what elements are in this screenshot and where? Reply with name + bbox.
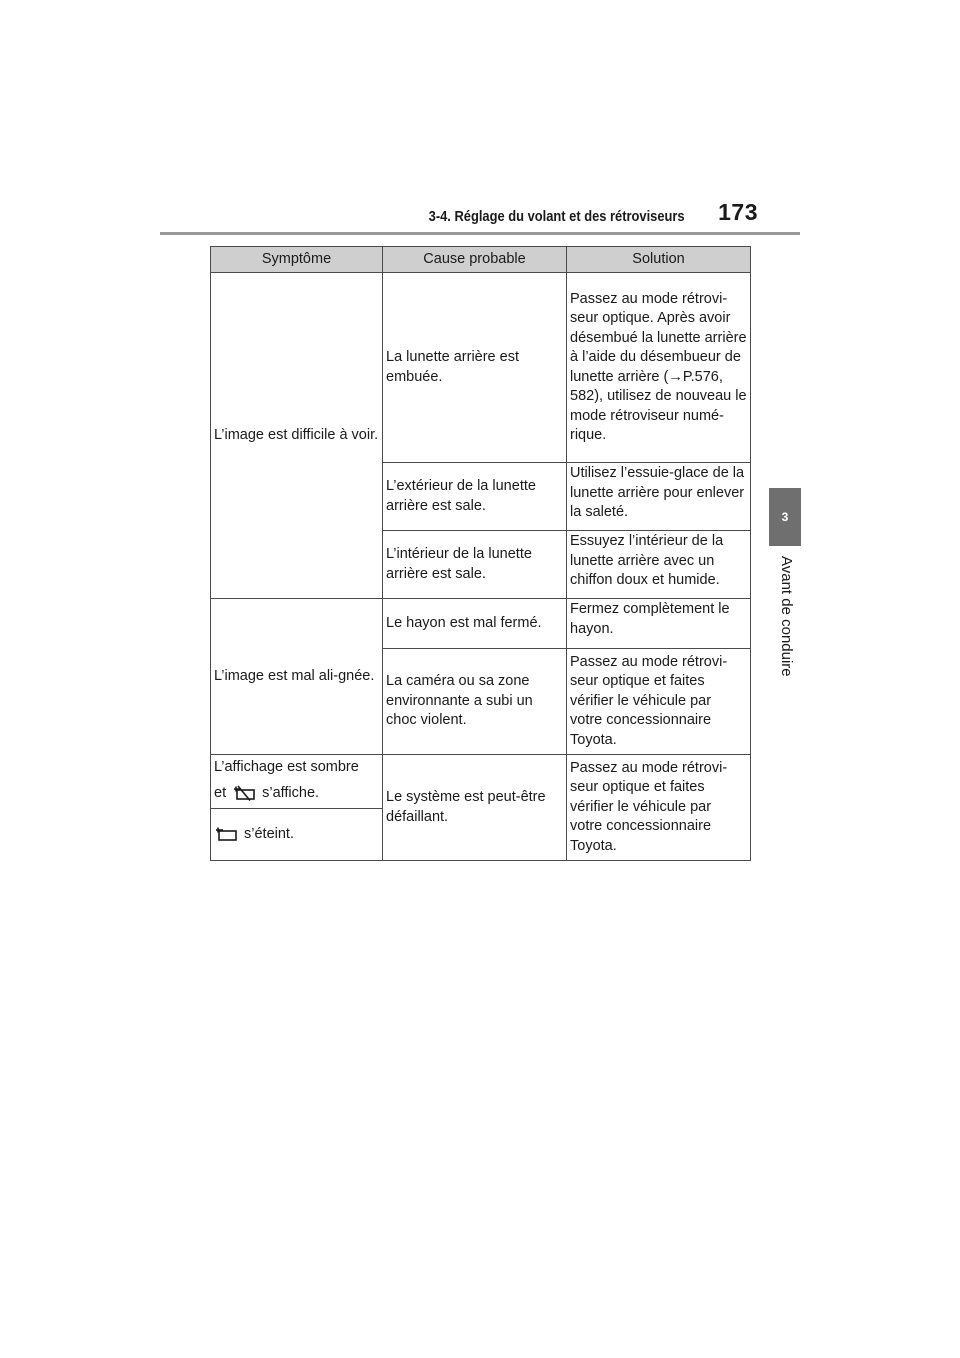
cause-text: L’extérieur de la lunette arrière est sale. [386,478,536,514]
symptom-text: L’image est difficile à voir. [214,426,379,443]
column-header-cause: Cause probable [383,247,567,273]
camera-mirror-slash-icon [232,785,256,801]
solution-cell [567,531,751,599]
solution-text: Utilisez l’essuie-glace de la lunette arrière pour enlever la saleté. [570,465,745,520]
page-header [160,200,800,235]
solution-text: Fermez complètement le hayon. [570,601,730,637]
symptom-icon-line [214,825,379,845]
cause-cell [383,649,567,755]
chapter-tab [769,488,801,546]
symptom-text: L’affichage est sombre [214,759,359,775]
chapter-label-text: Avant de conduire [778,556,795,677]
column-header-solution: Solution [567,247,751,273]
chapter-number: 3 [781,510,789,524]
symptom-icon-line [214,784,379,804]
camera-mirror-icon [214,826,238,842]
solution-cell [567,463,751,531]
cause-text: L’intérieur de la lunette arrière est sale. [386,546,532,582]
table-row [211,599,751,649]
cause-cell [383,273,567,463]
column-header-symptom: Symptôme [211,247,383,273]
symptom-text: L’image est mal ali-gnée. [214,667,375,684]
page-number: 173 [718,199,758,225]
solution-cell [567,273,751,463]
cause-cell [383,599,567,649]
solution-text: Passez au mode rétrovi-seur optique et faites vérifier le véhicule par votre concessionnaire Toyota. [570,653,728,748]
symptom-cell [211,273,383,599]
section-title: 3-4. Réglage du volant et des rétroviseurs [429,208,685,225]
solution-text: Essuyez l’intérieur de la lunette arrière avec un chiffon doux et humide. [570,533,724,588]
cause-text: La caméra ou sa zone environnante a subi un choc violent. [386,673,533,729]
symptom-suffix: s’éteint. [244,825,294,842]
table-header-row [211,247,751,273]
chapter-label [778,556,794,696]
cause-cell [383,755,567,861]
table-row [211,273,751,463]
solution-cell [567,599,751,649]
symptom-cell [211,809,383,861]
cause-text: Le hayon est mal fermé. [386,614,542,631]
cause-cell [383,531,567,599]
symptom-prefix: et [214,784,227,801]
symptom-suffix: s’affiche. [262,784,320,801]
solution-cell [567,755,751,861]
header-divider [160,232,800,235]
cause-cell [383,463,567,531]
table-row [211,755,751,809]
troubleshooting-table [210,246,751,861]
solution-text: Passez au mode rétrovi-seur optique. Après avoir désembué la lunette arrière à l’aide du désembueur de lunette arrière (→P.576, 582), utilisez de nouveau le mode rétroviseur numé-rique. [570,290,747,443]
cause-text: La lunette arrière est embuée. [386,349,519,385]
solution-cell [567,649,751,755]
symptom-cell [211,755,383,809]
cause-text: Le système est peut-être défaillant. [386,789,546,825]
symptom-cell [211,599,383,755]
solution-text: Passez au mode rétrovi-seur optique et faites vérifier le véhicule par votre concessionnaire Toyota. [570,759,728,854]
